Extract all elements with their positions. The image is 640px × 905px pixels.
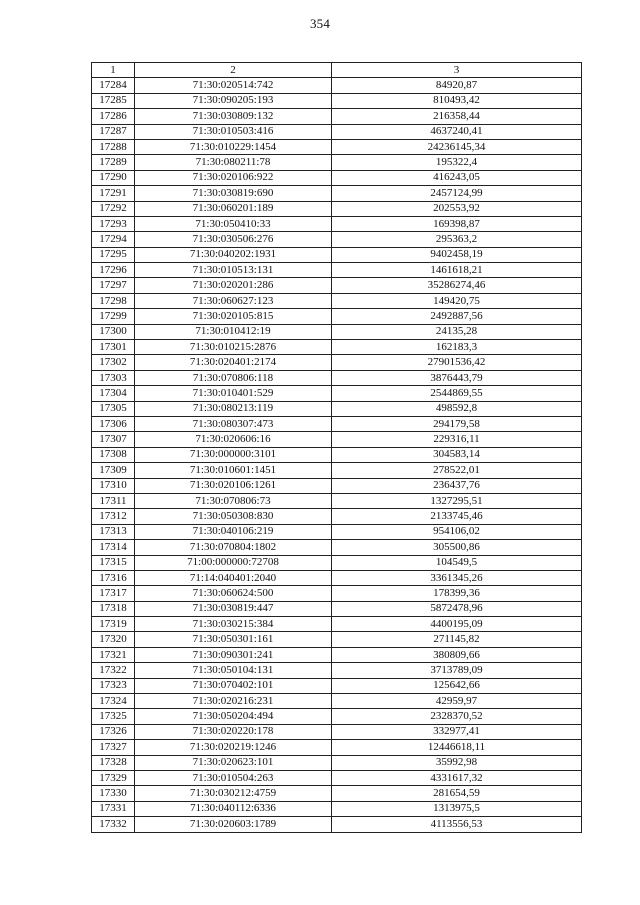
- table-row: [92, 447, 582, 462]
- row-number-cell: 17326: [92, 724, 135, 739]
- cadastral-value-cell: 162183,3: [332, 340, 582, 355]
- cadastral-number-cell: 71:30:020606:16: [135, 432, 332, 447]
- table-row: [92, 278, 582, 293]
- cadastral-number-cell: 71:30:020220:178: [135, 724, 332, 739]
- row-number-cell: 17313: [92, 524, 135, 539]
- table-row: [92, 524, 582, 539]
- cadastral-number-cell: 71:30:030506:276: [135, 232, 332, 247]
- cadastral-number-cell: 71:30:050104:131: [135, 663, 332, 678]
- cadastral-number-cell: 71:30:060624:500: [135, 586, 332, 601]
- cadastral-number-cell: 71:30:010601:1451: [135, 463, 332, 478]
- table-row: [92, 509, 582, 524]
- cadastral-value-cell: 1327295,51: [332, 493, 582, 508]
- cadastral-number-cell: 71:30:070806:118: [135, 370, 332, 385]
- table-row: [92, 694, 582, 709]
- cadastral-number-cell: 71:30:010412:19: [135, 324, 332, 339]
- cadastral-value-cell: 954106,02: [332, 524, 582, 539]
- row-number-cell: 17308: [92, 447, 135, 462]
- row-number-cell: 17287: [92, 124, 135, 139]
- cadastral-value-cell: 24135,28: [332, 324, 582, 339]
- cadastral-value-cell: 295363,2: [332, 232, 582, 247]
- row-number-cell: 17314: [92, 540, 135, 555]
- cadastral-value-cell: 42959,97: [332, 694, 582, 709]
- cadastral-number-cell: 71:30:030819:447: [135, 601, 332, 616]
- cadastral-number-cell: 71:30:020219:1246: [135, 740, 332, 755]
- cadastral-number-cell: 71:30:010215:2876: [135, 340, 332, 355]
- cadastral-value-cell: 2328370,52: [332, 709, 582, 724]
- cadastral-number-cell: 71:30:010513:131: [135, 263, 332, 278]
- row-number-cell: 17311: [92, 493, 135, 508]
- row-number-cell: 17329: [92, 770, 135, 785]
- table-row: [92, 370, 582, 385]
- cadastral-value-cell: 229316,11: [332, 432, 582, 447]
- table-row: [92, 186, 582, 201]
- cadastral-number-cell: 71:30:020216:231: [135, 694, 332, 709]
- cadastral-number-cell: 71:30:050308:830: [135, 509, 332, 524]
- table-row: [92, 93, 582, 108]
- header-row: [92, 63, 582, 78]
- row-number-cell: 17301: [92, 340, 135, 355]
- row-number-cell: 17307: [92, 432, 135, 447]
- cadastral-number-cell: 71:30:040112:6336: [135, 801, 332, 816]
- table-row: [92, 124, 582, 139]
- row-number-cell: 17297: [92, 278, 135, 293]
- row-number-cell: 17299: [92, 309, 135, 324]
- row-number-cell: 17318: [92, 601, 135, 616]
- table-row: [92, 324, 582, 339]
- cadastral-number-cell: 71:30:000000:3101: [135, 447, 332, 462]
- table-row: [92, 801, 582, 816]
- cadastral-number-cell: 71:30:040106:219: [135, 524, 332, 539]
- table-row: [92, 586, 582, 601]
- cadastral-value-cell: 2492887,56: [332, 309, 582, 324]
- cadastral-number-cell: 71:30:010401:529: [135, 386, 332, 401]
- cadastral-value-cell: 3713789,09: [332, 663, 582, 678]
- cadastral-value-cell: 84920,87: [332, 78, 582, 93]
- cadastral-number-cell: 71:30:020603:1789: [135, 817, 332, 832]
- cadastral-number-cell: 71:30:030212:4759: [135, 786, 332, 801]
- cadastral-number-cell: 71:30:020201:286: [135, 278, 332, 293]
- table-row: [92, 770, 582, 785]
- cadastral-number-cell: 71:30:080307:473: [135, 416, 332, 431]
- table-row: [92, 755, 582, 770]
- cadastral-value-cell: 271145,82: [332, 632, 582, 647]
- row-number-cell: 17305: [92, 401, 135, 416]
- row-number-cell: 17332: [92, 817, 135, 832]
- column-header-2: 2: [135, 63, 332, 78]
- cadastral-value-cell: 2457124,99: [332, 186, 582, 201]
- cadastral-number-cell: 71:30:010503:416: [135, 124, 332, 139]
- table-row: [92, 401, 582, 416]
- table-row: [92, 740, 582, 755]
- row-number-cell: 17284: [92, 78, 135, 93]
- row-number-cell: 17320: [92, 632, 135, 647]
- row-number-cell: 17290: [92, 170, 135, 185]
- cadastral-value-cell: 195322,4: [332, 155, 582, 170]
- cadastral-value-cell: 3876443,79: [332, 370, 582, 385]
- cadastral-value-cell: 332977,41: [332, 724, 582, 739]
- row-number-cell: 17303: [92, 370, 135, 385]
- row-number-cell: 17285: [92, 93, 135, 108]
- row-number-cell: 17306: [92, 416, 135, 431]
- row-number-cell: 17286: [92, 109, 135, 124]
- row-number-cell: 17324: [92, 694, 135, 709]
- cadastral-value-cell: 2133745,46: [332, 509, 582, 524]
- cadastral-number-cell: 71:30:050410:33: [135, 216, 332, 231]
- row-number-cell: 17331: [92, 801, 135, 816]
- table-row: [92, 109, 582, 124]
- cadastral-value-cell: 281654,59: [332, 786, 582, 801]
- row-number-cell: 17294: [92, 232, 135, 247]
- cadastral-number-cell: 71:30:020623:101: [135, 755, 332, 770]
- cadastral-value-table: [91, 62, 582, 833]
- cadastral-value-cell: 2544869,55: [332, 386, 582, 401]
- table-row: [92, 263, 582, 278]
- table-row: [92, 201, 582, 216]
- table-row: [92, 632, 582, 647]
- cadastral-number-cell: 71:30:030215:384: [135, 617, 332, 632]
- table-row: [92, 416, 582, 431]
- table-row: [92, 232, 582, 247]
- cadastral-value-cell: 1313975,5: [332, 801, 582, 816]
- cadastral-value-cell: 810493,42: [332, 93, 582, 108]
- cadastral-value-cell: 24236145,34: [332, 139, 582, 154]
- row-number-cell: 17302: [92, 355, 135, 370]
- table-row: [92, 155, 582, 170]
- cadastral-number-cell: 71:30:020105:815: [135, 309, 332, 324]
- cadastral-value-cell: 27901536,42: [332, 355, 582, 370]
- table-row: [92, 478, 582, 493]
- cadastral-number-cell: 71:30:010229:1454: [135, 139, 332, 154]
- cadastral-number-cell: 71:30:050301:161: [135, 632, 332, 647]
- table-body: [92, 78, 582, 832]
- cadastral-value-cell: 35992,98: [332, 755, 582, 770]
- cadastral-value-cell: 104549,5: [332, 555, 582, 570]
- cadastral-value-cell: 178399,36: [332, 586, 582, 601]
- cadastral-number-cell: 71:30:070402:101: [135, 678, 332, 693]
- table-row: [92, 78, 582, 93]
- table-row: [92, 601, 582, 616]
- row-number-cell: 17310: [92, 478, 135, 493]
- table-row: [92, 309, 582, 324]
- cadastral-value-cell: 202553,92: [332, 201, 582, 216]
- cadastral-number-cell: 71:30:070806:73: [135, 493, 332, 508]
- cadastral-value-cell: 4400195,09: [332, 617, 582, 632]
- table-row: [92, 570, 582, 585]
- table-row: [92, 786, 582, 801]
- cadastral-number-cell: 71:00:000000:72708: [135, 555, 332, 570]
- table-row: [92, 216, 582, 231]
- row-number-cell: 17292: [92, 201, 135, 216]
- row-number-cell: 17300: [92, 324, 135, 339]
- table-row: [92, 247, 582, 262]
- table-row: [92, 340, 582, 355]
- cadastral-number-cell: 71:14:040401:2040: [135, 570, 332, 585]
- table-row: [92, 386, 582, 401]
- cadastral-number-cell: 71:30:040202:1931: [135, 247, 332, 262]
- row-number-cell: 17298: [92, 293, 135, 308]
- row-number-cell: 17296: [92, 263, 135, 278]
- row-number-cell: 17321: [92, 647, 135, 662]
- cadastral-value-cell: 169398,87: [332, 216, 582, 231]
- row-number-cell: 17289: [92, 155, 135, 170]
- cadastral-number-cell: 71:30:080213:119: [135, 401, 332, 416]
- row-number-cell: 17330: [92, 786, 135, 801]
- cadastral-value-cell: 305500,86: [332, 540, 582, 555]
- cadastral-value-cell: 1461618,21: [332, 263, 582, 278]
- column-header-1: 1: [92, 63, 135, 78]
- cadastral-number-cell: 71:30:020401:2174: [135, 355, 332, 370]
- cadastral-value-cell: 498592,8: [332, 401, 582, 416]
- table-row: [92, 170, 582, 185]
- cadastral-number-cell: 71:30:020106:1261: [135, 478, 332, 493]
- row-number-cell: 17304: [92, 386, 135, 401]
- cadastral-value-cell: 35286274,46: [332, 278, 582, 293]
- cadastral-value-cell: 4331617,32: [332, 770, 582, 785]
- cadastral-number-cell: 71:30:020106:922: [135, 170, 332, 185]
- row-number-cell: 17288: [92, 139, 135, 154]
- cadastral-value-cell: 380809,66: [332, 647, 582, 662]
- row-number-cell: 17319: [92, 617, 135, 632]
- cadastral-number-cell: 71:30:050204:494: [135, 709, 332, 724]
- cadastral-value-cell: 4113556,53: [332, 817, 582, 832]
- cadastral-number-cell: 71:30:020514:742: [135, 78, 332, 93]
- cadastral-number-cell: 71:30:070804:1802: [135, 540, 332, 555]
- cadastral-value-cell: 416243,05: [332, 170, 582, 185]
- row-number-cell: 17291: [92, 186, 135, 201]
- cadastral-number-cell: 71:30:030819:690: [135, 186, 332, 201]
- row-number-cell: 17295: [92, 247, 135, 262]
- row-number-cell: 17327: [92, 740, 135, 755]
- cadastral-value-cell: 9402458,19: [332, 247, 582, 262]
- cadastral-number-cell: 71:30:090205:193: [135, 93, 332, 108]
- table-row: [92, 463, 582, 478]
- cadastral-number-cell: 71:30:010504:263: [135, 770, 332, 785]
- table-row: [92, 678, 582, 693]
- table-header: [92, 63, 582, 78]
- row-number-cell: 17328: [92, 755, 135, 770]
- cadastral-value-cell: 4637240,41: [332, 124, 582, 139]
- table-row: [92, 540, 582, 555]
- table-row: [92, 293, 582, 308]
- table-row: [92, 663, 582, 678]
- table-row: [92, 493, 582, 508]
- column-header-3: 3: [332, 63, 582, 78]
- cadastral-value-cell: 3361345,26: [332, 570, 582, 585]
- row-number-cell: 17322: [92, 663, 135, 678]
- row-number-cell: 17323: [92, 678, 135, 693]
- row-number-cell: 17316: [92, 570, 135, 585]
- table-row: [92, 647, 582, 662]
- cadastral-number-cell: 71:30:090301:241: [135, 647, 332, 662]
- row-number-cell: 17317: [92, 586, 135, 601]
- cadastral-number-cell: 71:30:030809:132: [135, 109, 332, 124]
- table-row: [92, 817, 582, 832]
- cadastral-value-cell: 5872478,96: [332, 601, 582, 616]
- cadastral-value-cell: 216358,44: [332, 109, 582, 124]
- cadastral-value-cell: 149420,75: [332, 293, 582, 308]
- cadastral-value-cell: 278522,01: [332, 463, 582, 478]
- table-row: [92, 139, 582, 154]
- cadastral-number-cell: 71:30:080211:78: [135, 155, 332, 170]
- row-number-cell: 17315: [92, 555, 135, 570]
- row-number-cell: 17325: [92, 709, 135, 724]
- table-row: [92, 355, 582, 370]
- table-row: [92, 724, 582, 739]
- cadastral-value-cell: 294179,58: [332, 416, 582, 431]
- row-number-cell: 17312: [92, 509, 135, 524]
- row-number-cell: 17293: [92, 216, 135, 231]
- page-number: 354: [309, 16, 331, 31]
- cadastral-value-cell: 125642,66: [332, 678, 582, 693]
- table-row: [92, 555, 582, 570]
- cadastral-number-cell: 71:30:060627:123: [135, 293, 332, 308]
- cadastral-value-cell: 12446618,11: [332, 740, 582, 755]
- table-row: [92, 432, 582, 447]
- table-row: [92, 709, 582, 724]
- cadastral-value-cell: 236437,76: [332, 478, 582, 493]
- cadastral-value-cell: 304583,14: [332, 447, 582, 462]
- cadastral-number-cell: 71:30:060201:189: [135, 201, 332, 216]
- table-row: [92, 617, 582, 632]
- row-number-cell: 17309: [92, 463, 135, 478]
